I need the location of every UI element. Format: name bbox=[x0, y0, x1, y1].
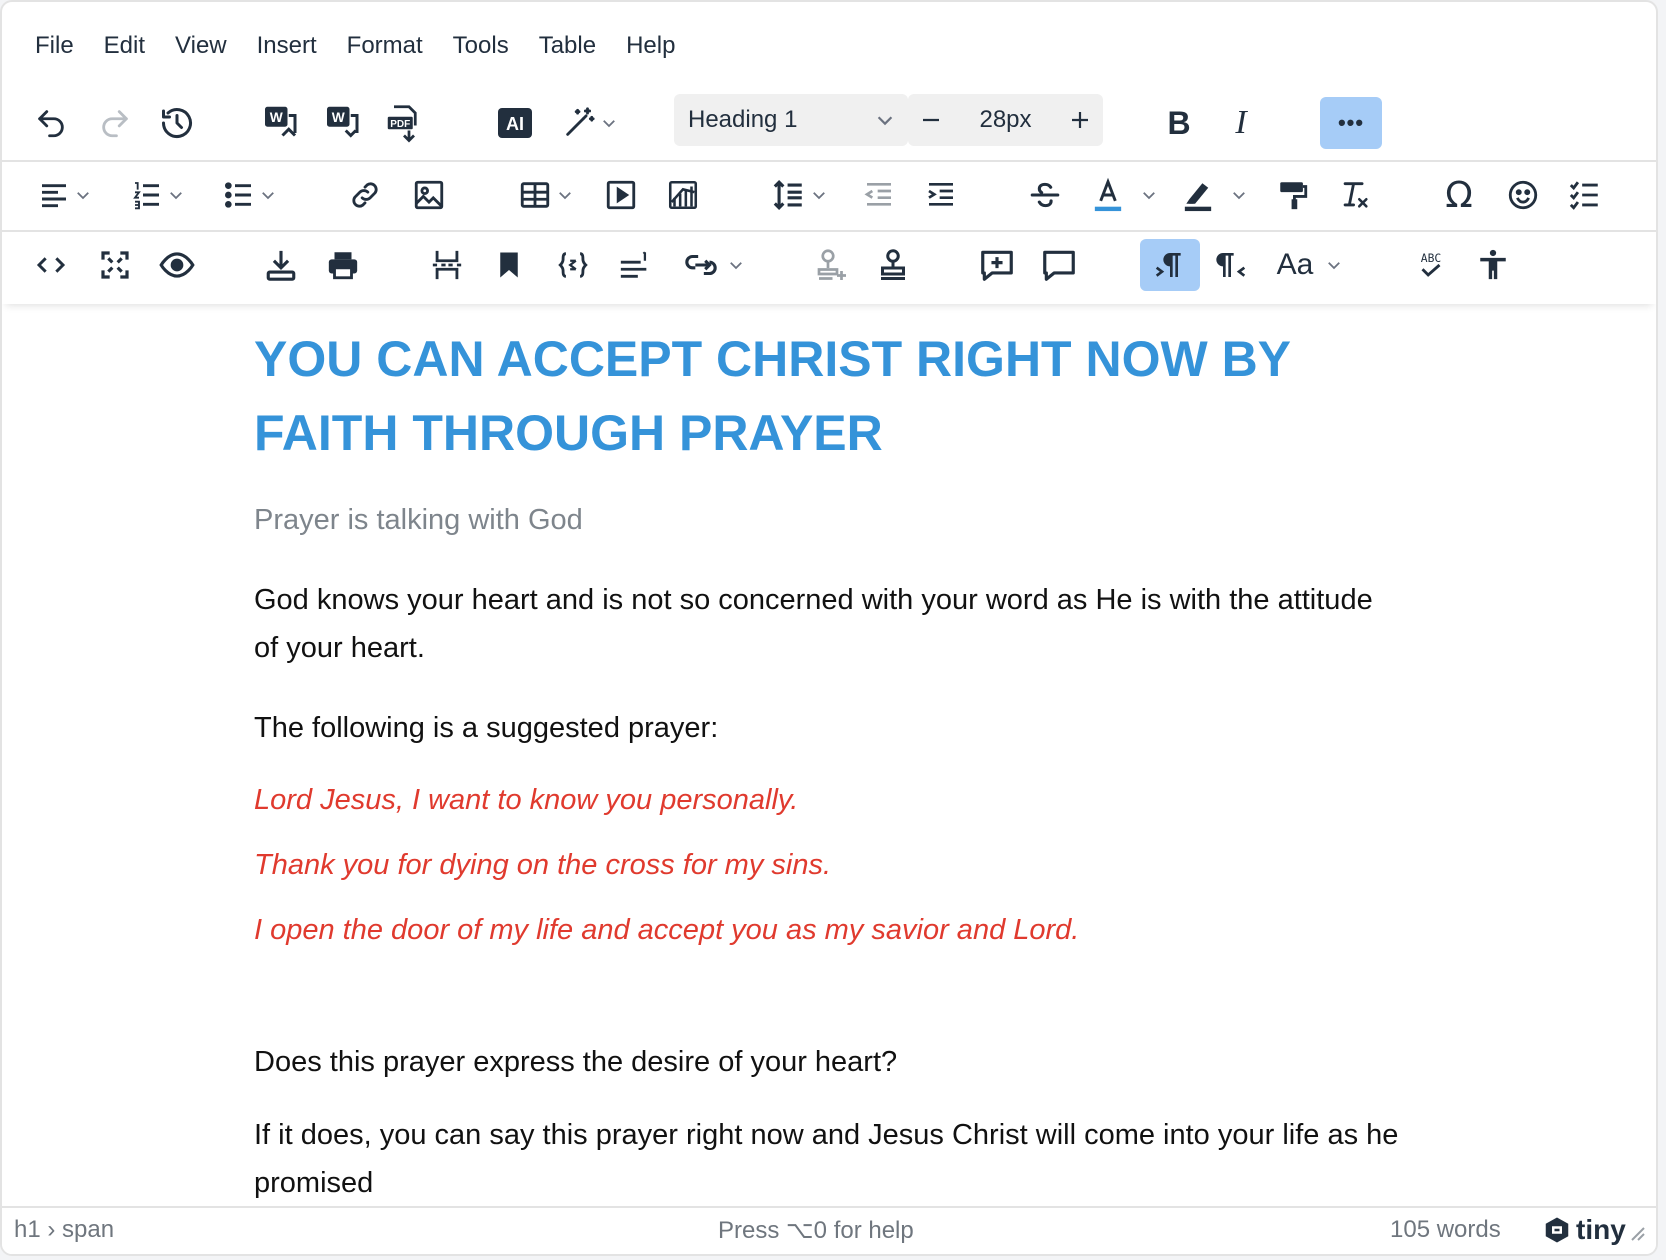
comment-add-icon bbox=[978, 246, 1016, 284]
link-button[interactable] bbox=[342, 169, 388, 221]
chevron-down-icon bbox=[1230, 186, 1248, 204]
bullet-list-icon bbox=[223, 179, 255, 211]
special-character-button[interactable] bbox=[1436, 169, 1482, 221]
image-icon bbox=[412, 178, 446, 212]
accessibility-icon bbox=[1476, 248, 1510, 282]
paragraph: The following is a suggested prayer: bbox=[254, 712, 719, 744]
outdent-button[interactable] bbox=[856, 169, 902, 221]
table-icon bbox=[518, 178, 552, 212]
bold-icon: B bbox=[1167, 104, 1191, 141]
text-color-icon bbox=[1090, 176, 1126, 214]
ai-icon bbox=[497, 107, 533, 139]
help-hint: Press ⌥0 for help bbox=[718, 1217, 914, 1244]
chevron-down-icon bbox=[74, 186, 92, 204]
menu-help[interactable]: Help bbox=[626, 32, 676, 59]
bookmark-icon bbox=[494, 248, 524, 282]
svg-text:AI: AI bbox=[506, 114, 524, 134]
align-left-icon bbox=[38, 179, 70, 211]
undo-icon bbox=[34, 106, 68, 140]
video-icon bbox=[604, 178, 638, 212]
chevron-down-icon bbox=[1325, 256, 1343, 274]
page-break-icon bbox=[430, 248, 464, 282]
redo-icon bbox=[98, 106, 132, 140]
more-icon: ••• bbox=[1337, 110, 1365, 135]
magic-wand-icon bbox=[562, 106, 596, 140]
plus-icon bbox=[1068, 108, 1092, 132]
chevron-down-icon bbox=[556, 186, 574, 204]
indent-icon bbox=[925, 179, 957, 211]
redo-button[interactable] bbox=[92, 97, 138, 149]
highlighter-icon bbox=[1180, 176, 1216, 214]
svg-text:PDF: PDF bbox=[390, 118, 411, 130]
text-case-button[interactable] bbox=[1268, 239, 1352, 291]
format-painter-button[interactable] bbox=[1270, 169, 1316, 221]
subtitle: Prayer is talking with God bbox=[254, 504, 583, 536]
rtl-icon bbox=[1215, 249, 1247, 281]
media-button[interactable] bbox=[598, 169, 644, 221]
resize-handle-icon[interactable] bbox=[1626, 1222, 1646, 1242]
source-code-button[interactable] bbox=[28, 239, 74, 291]
font-size-input[interactable]: 28px bbox=[979, 106, 1032, 133]
paragraph: If it does, you can say this prayer right now and Jesus Christ will come into your life as he promised bbox=[254, 1119, 1399, 1199]
comment-icon bbox=[1040, 246, 1078, 284]
merge-tag-icon bbox=[556, 248, 590, 282]
menu-file[interactable]: File bbox=[35, 32, 74, 59]
merge-tags-button[interactable] bbox=[550, 239, 596, 291]
chart-icon bbox=[666, 178, 700, 212]
chevron-down-icon bbox=[727, 256, 745, 274]
undo-button[interactable] bbox=[28, 97, 74, 149]
italic-icon: I bbox=[1235, 104, 1247, 141]
image-button[interactable] bbox=[406, 169, 452, 221]
export-word-icon bbox=[261, 103, 299, 143]
font-size-decrease-button[interactable] bbox=[908, 94, 954, 146]
indent-button[interactable] bbox=[918, 169, 964, 221]
emoji-icon bbox=[1506, 178, 1540, 212]
export-pdf-button[interactable] bbox=[380, 97, 428, 149]
clear-formatting-icon bbox=[1338, 178, 1372, 212]
block-format-select[interactable] bbox=[674, 94, 908, 146]
chevron-down-icon bbox=[167, 186, 185, 204]
word-count[interactable]: 105 words bbox=[1390, 1216, 1501, 1243]
chevron-down-icon bbox=[874, 109, 896, 131]
prayer-line: Thank you for dying on the cross for my sins. bbox=[254, 849, 832, 881]
paragraph: Does this prayer express the desire of your heart? bbox=[254, 1046, 898, 1078]
print-button[interactable] bbox=[320, 239, 366, 291]
spellcheck-icon bbox=[1414, 248, 1448, 282]
text-color-button[interactable] bbox=[1084, 169, 1164, 221]
spellcheck-button[interactable] bbox=[1408, 239, 1454, 291]
add-comment-button[interactable] bbox=[974, 239, 1020, 291]
stamp-icon bbox=[875, 247, 911, 283]
printer-icon bbox=[326, 248, 360, 282]
toolbar-row-2 bbox=[2, 160, 1656, 230]
format-painter-icon bbox=[1276, 178, 1310, 212]
link-icon bbox=[348, 178, 382, 212]
toolbar bbox=[2, 90, 1656, 304]
line-height-button[interactable] bbox=[764, 169, 836, 221]
paragraph: God knows your heart and is not so concerned with your word as He is with the attitude of your heart. bbox=[254, 584, 1373, 664]
chevron-down-icon bbox=[1140, 186, 1158, 204]
bold-button[interactable] bbox=[1156, 97, 1202, 149]
line-height-icon bbox=[772, 178, 806, 212]
toolbar-row-3 bbox=[2, 230, 1656, 300]
page-break-button[interactable] bbox=[424, 239, 470, 291]
font-size-control bbox=[908, 94, 1103, 146]
menu-insert[interactable]: Insert bbox=[256, 32, 317, 59]
ltr-direction-button[interactable] bbox=[1140, 239, 1200, 291]
menu-table[interactable]: Table bbox=[538, 32, 597, 59]
prayer-line: Lord Jesus, I want to know you personally. bbox=[254, 784, 799, 816]
footnote-icon bbox=[618, 248, 652, 282]
svg-text:W: W bbox=[269, 109, 283, 125]
chevron-down-icon bbox=[259, 186, 277, 204]
brand-name: tiny bbox=[1576, 1214, 1626, 1245]
strikethrough-icon bbox=[1028, 178, 1062, 212]
show-comments-button[interactable] bbox=[1036, 239, 1082, 291]
prayer-line: I open the door of my life and accept you as my savior and Lord. bbox=[254, 914, 1080, 946]
import-word-icon bbox=[323, 103, 361, 143]
svg-text:ABC: ABC bbox=[1420, 251, 1442, 266]
font-size-increase-button[interactable] bbox=[1057, 94, 1103, 146]
tiny-logo-icon bbox=[1542, 1215, 1572, 1245]
emoji-button[interactable] bbox=[1500, 169, 1546, 221]
import-word-button[interactable] bbox=[318, 97, 366, 149]
chevron-down-icon bbox=[600, 114, 618, 132]
page-title: YOU CAN ACCEPT CHRIST RIGHT NOW BY FAITH THROUGH PRAYER bbox=[254, 331, 1291, 461]
ltr-icon bbox=[1154, 249, 1186, 281]
add-signature-button[interactable] bbox=[808, 239, 854, 291]
code-icon bbox=[35, 249, 67, 281]
ai-assistant-button[interactable] bbox=[492, 97, 538, 149]
italic-button[interactable] bbox=[1218, 97, 1264, 149]
statusbar bbox=[2, 1206, 1656, 1254]
highlight-color-button[interactable] bbox=[1174, 169, 1254, 221]
minus-icon bbox=[919, 108, 943, 132]
strikethrough-button[interactable] bbox=[1022, 169, 1068, 221]
omega-icon: Ω bbox=[1445, 174, 1473, 216]
menu-edit[interactable]: Edit bbox=[103, 32, 146, 59]
block-format-value: Heading 1 bbox=[688, 106, 798, 133]
menu-format[interactable]: Format bbox=[346, 32, 423, 59]
align-button[interactable] bbox=[32, 169, 98, 221]
more-toolbar-button[interactable] bbox=[1320, 97, 1382, 149]
history-icon bbox=[159, 105, 195, 141]
stamp-add-icon bbox=[813, 247, 849, 283]
svg-text:W: W bbox=[331, 109, 345, 125]
revision-history-button[interactable] bbox=[154, 97, 200, 149]
numbered-list-button[interactable] bbox=[122, 169, 194, 221]
bookmark-button[interactable] bbox=[486, 239, 532, 291]
export-pdf-icon bbox=[384, 103, 424, 143]
numbered-list-icon bbox=[131, 179, 163, 211]
link-arrow-icon bbox=[683, 248, 719, 282]
menu-tools[interactable]: Tools bbox=[452, 32, 509, 59]
tiny-logo[interactable] bbox=[1542, 1214, 1626, 1246]
menubar bbox=[2, 24, 1656, 68]
text-case-icon: Aa bbox=[1276, 248, 1314, 281]
bullet-list-button[interactable] bbox=[214, 169, 286, 221]
menu-view[interactable]: View bbox=[175, 32, 227, 59]
download-icon bbox=[264, 248, 298, 282]
footnote-button[interactable] bbox=[612, 239, 658, 291]
stamp-button[interactable] bbox=[870, 239, 916, 291]
table-button[interactable] bbox=[510, 169, 582, 221]
save-download-button[interactable] bbox=[258, 239, 304, 291]
fullscreen-icon bbox=[99, 249, 131, 281]
preview-button[interactable] bbox=[154, 239, 200, 291]
element-path[interactable]: h1 › span bbox=[14, 1216, 115, 1243]
toolbar-row-1 bbox=[2, 90, 1656, 160]
checklist-button[interactable] bbox=[1562, 169, 1608, 221]
eye-icon bbox=[158, 246, 196, 284]
checklist-icon bbox=[1568, 178, 1602, 212]
ai-shortcuts-button[interactable] bbox=[554, 97, 626, 149]
outdent-icon bbox=[863, 179, 895, 211]
rtl-direction-button[interactable] bbox=[1208, 239, 1254, 291]
export-word-button[interactable] bbox=[256, 97, 304, 149]
accessibility-checker-button[interactable] bbox=[1470, 239, 1516, 291]
fullscreen-button[interactable] bbox=[92, 239, 138, 291]
insert-link-anchor-button[interactable] bbox=[674, 239, 754, 291]
chart-button[interactable] bbox=[660, 169, 706, 221]
clear-formatting-button[interactable] bbox=[1332, 169, 1378, 221]
chevron-down-icon bbox=[810, 186, 828, 204]
